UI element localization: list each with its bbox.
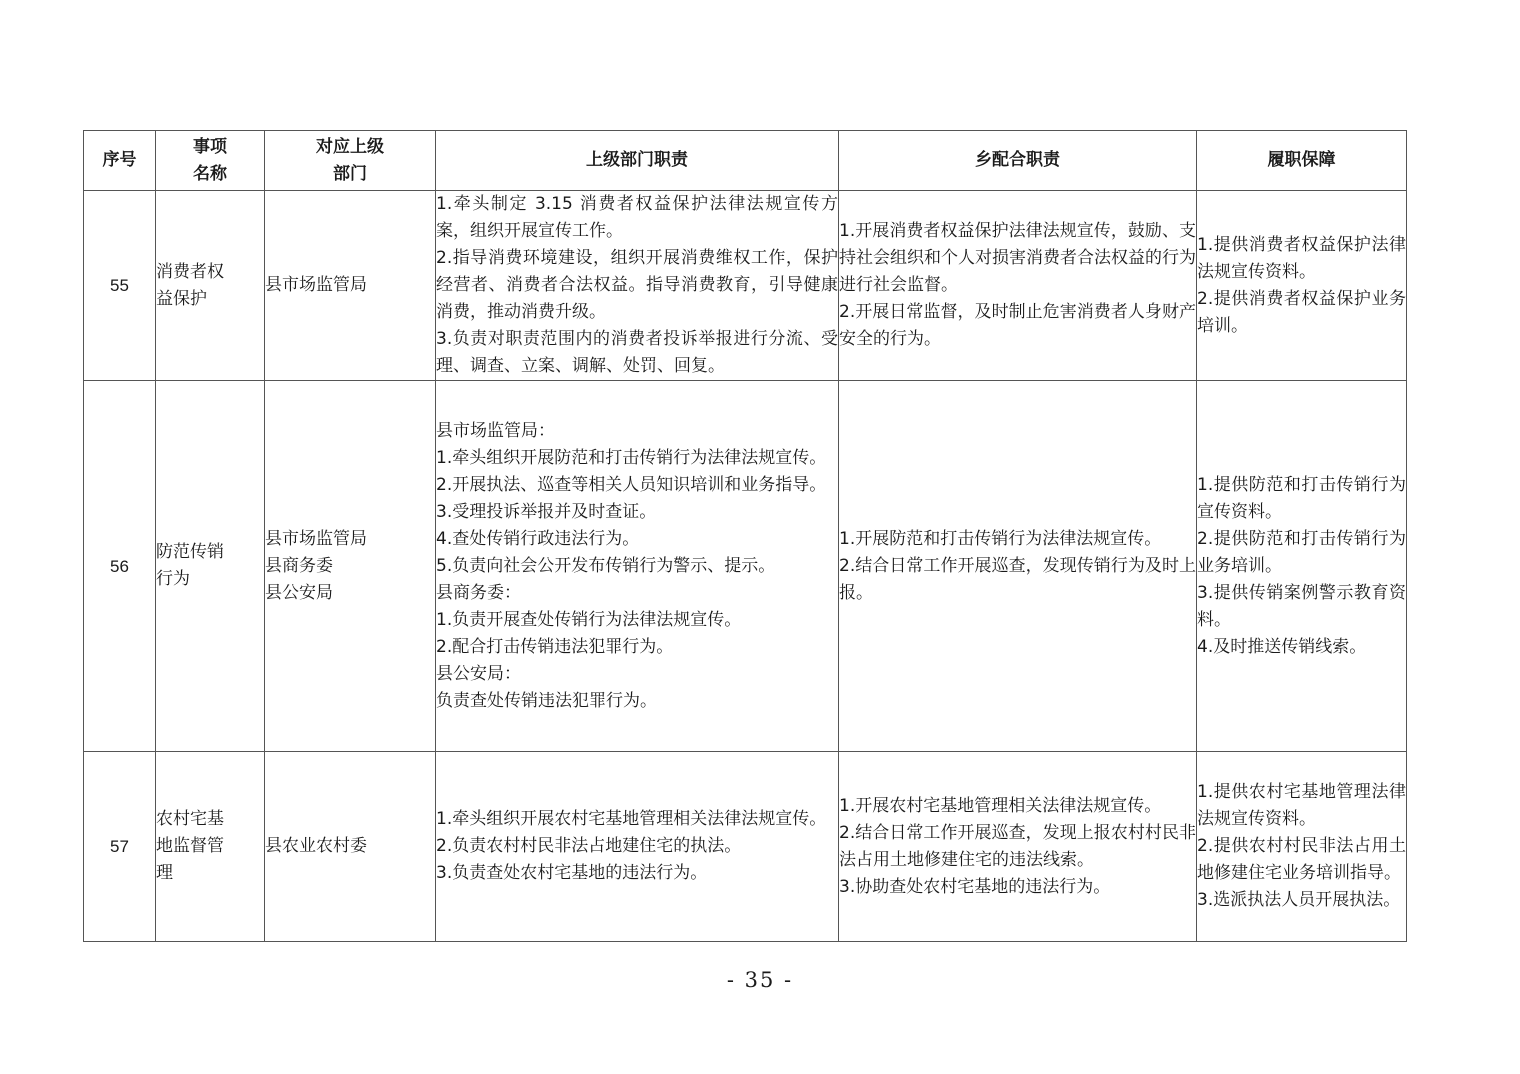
table-row: [84, 381, 1407, 752]
header-seq: 序号: [84, 131, 156, 191]
row-dept: 县市场监管局 县商务委 县公安局: [265, 381, 436, 752]
row-guarantee: 1.提供消费者权益保护法律法规宣传资料。 2.提供消费者权益保护业务培训。: [1197, 191, 1407, 381]
page-number: - 35 -: [726, 968, 794, 992]
header-township-duty: 乡配合职责: [839, 131, 1197, 191]
row-township-duty: 1.开展消费者权益保护法律法规宣传，鼓励、支持社会组织和个人对损害消费者合法权益的行为进行社会监督。 2.开展日常监督，及时制止危害消费者人身财产安全的行为。: [839, 191, 1197, 381]
row-township-duty: 1.开展防范和打击传销行为法律法规宣传。 2.结合日常工作开展巡查，发现传销行为及时上报。: [839, 381, 1197, 752]
header-superior-dept: 对应上级 部门: [265, 131, 436, 191]
header-superior-duty: 上级部门职责: [436, 131, 839, 191]
table-header-row: [84, 131, 1407, 191]
row-superior-duty: 1.牵头组织开展农村宅基地管理相关法律法规宣传。 2.负责农村村民非法占地建住宅的执法。 3.负责查处农村宅基地的违法行为。: [436, 752, 839, 942]
row-superior-duty: 1.牵头制定 3.15 消费者权益保护法律法规宣传方案，组织开展宣传工作。 2.指导消费环境建设，组织开展消费维权工作，保护经营者、消费者合法权益。指导消费教育，引导健康消费，推动消费升级。 3.负责对职责范围内的消费者投诉举报进行分流、受理、调查、立案、调解、处罚、回复。: [436, 191, 839, 381]
row-guarantee: 1.提供防范和打击传销行为宣传资料。 2.提供防范和打击传销行为业务培训。 3.提供传销案例警示教育资料。 4.及时推送传销线索。: [1197, 381, 1407, 752]
row-seq: 55: [84, 191, 156, 381]
row-seq: 57: [84, 752, 156, 942]
row-dept: 县市场监管局: [265, 191, 436, 381]
duty-table: [83, 130, 1407, 942]
row-item-name: 消费者权 益保护: [156, 191, 265, 381]
table-row: [84, 752, 1407, 942]
table-row: [84, 191, 1407, 381]
row-item-name: 防范传销 行为: [156, 381, 265, 752]
row-item-name: 农村宅基 地监督管 理: [156, 752, 265, 942]
row-dept: 县农业农村委: [265, 752, 436, 942]
row-guarantee: 1.提供农村宅基地管理法律法规宣传资料。 2.提供农村村民非法占用土地修建住宅业务培训指导。 3.选派执法人员开展执法。: [1197, 752, 1407, 942]
row-superior-duty: 县市场监管局： 1.牵头组织开展防范和打击传销行为法律法规宣传。 2.开展执法、巡查等相关人员知识培训和业务指导。 3.受理投诉举报并及时查证。 4.查处传销行政违法行为。 5.负责向社会公开发布传销行为警示、提示。 县商务委： 1.负责开展查处传销行为法律法规宣传。 2.配合打击传销违法犯罪行为。 县公安局： 负责查处传销违法犯罪行为。: [436, 381, 839, 752]
row-seq: 56: [84, 381, 156, 752]
header-item-name: 事项 名称: [156, 131, 265, 191]
row-township-duty: 1.开展农村宅基地管理相关法律法规宣传。 2.结合日常工作开展巡查，发现上报农村村民非法占用土地修建住宅的违法线索。 3.协助查处农村宅基地的违法行为。: [839, 752, 1197, 942]
header-guarantee: 履职保障: [1197, 131, 1407, 191]
